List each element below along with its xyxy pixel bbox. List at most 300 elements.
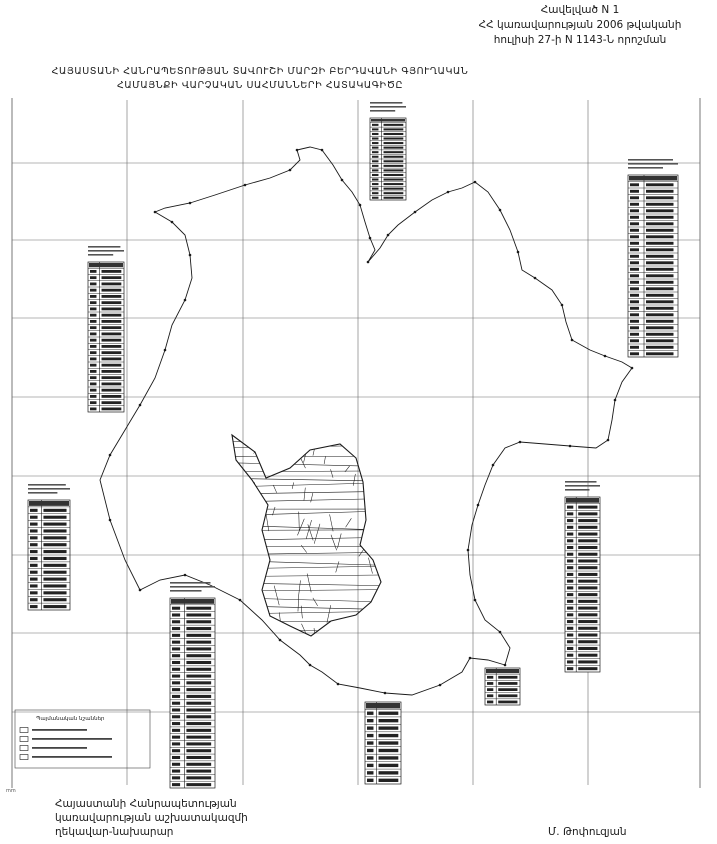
table-cell-mark bbox=[367, 712, 373, 715]
table-cell-mark bbox=[567, 526, 573, 529]
table-caption bbox=[28, 488, 70, 490]
signature-line2: կառավարության աշխատակազմի bbox=[55, 812, 248, 824]
table-cell-mark bbox=[102, 408, 122, 411]
table-cell-mark bbox=[578, 546, 597, 549]
table-cell-mark bbox=[43, 564, 66, 567]
table-cell-mark bbox=[372, 137, 378, 139]
table-cell-mark bbox=[379, 719, 399, 722]
table-cell-mark bbox=[578, 573, 597, 576]
table-cell-mark bbox=[102, 289, 122, 292]
table-cell-mark bbox=[630, 203, 639, 206]
table-cell-mark bbox=[567, 607, 573, 610]
table-cell-mark bbox=[630, 294, 639, 297]
boundary-vertex bbox=[517, 251, 520, 254]
parcel-boundary bbox=[228, 491, 385, 494]
table-cell-mark bbox=[567, 660, 573, 663]
table-cell-mark bbox=[630, 326, 639, 329]
table-cell-mark bbox=[30, 536, 38, 539]
table-caption bbox=[88, 246, 120, 248]
table-cell-mark bbox=[379, 734, 399, 737]
table-cell-mark bbox=[172, 654, 180, 657]
table-cell-mark bbox=[186, 770, 211, 773]
boundary-vertex bbox=[447, 191, 450, 194]
table-cell-mark bbox=[646, 307, 674, 310]
boundary-vertex bbox=[184, 574, 187, 577]
table-cell-mark bbox=[384, 169, 404, 171]
annex-label: Հավելված N 1 bbox=[540, 4, 620, 16]
boundary-vertex bbox=[571, 339, 574, 342]
table-cell-mark bbox=[630, 300, 639, 303]
table-caption bbox=[565, 485, 600, 487]
parcel-boundary bbox=[228, 441, 385, 442]
table-cell-mark bbox=[102, 276, 122, 279]
boundary-vertex bbox=[477, 504, 480, 507]
legend-title: Պայմանական նշաններ bbox=[36, 716, 105, 722]
table-cell-mark bbox=[43, 516, 66, 519]
table-header-mark bbox=[629, 176, 677, 181]
table-caption bbox=[628, 163, 678, 165]
parcel-boundary bbox=[304, 488, 305, 501]
coordinate-table-2 bbox=[628, 159, 678, 357]
table-cell-mark bbox=[367, 741, 373, 744]
table-cell-mark bbox=[186, 620, 211, 623]
boundary-vertex bbox=[474, 181, 477, 184]
table-cell-mark bbox=[578, 580, 597, 583]
table-cell-mark bbox=[372, 151, 378, 153]
table-cell-mark bbox=[367, 771, 373, 774]
table-cell-mark bbox=[102, 320, 122, 323]
table-cell-mark bbox=[487, 682, 493, 685]
coordinate-tables bbox=[28, 102, 678, 788]
table-cell-mark bbox=[102, 308, 122, 311]
parcel-boundary bbox=[228, 530, 385, 531]
table-cell-mark bbox=[384, 147, 404, 149]
table-cell-mark bbox=[372, 192, 378, 194]
table-cell-mark bbox=[367, 719, 373, 722]
map-title-line1: ՀԱՅԱՍՏԱՆԻ ՀԱՆՐԱՊԵՏՈՒԹՅԱՆ ՏԱՎՈՒՇԻ ՄԱՐԶԻ ԲԵՐԴԱՎԱՆԻ ԳՅՈՒՂԱԿԱՆ bbox=[51, 66, 469, 77]
boundary-vertex bbox=[614, 399, 617, 402]
table-cell-mark bbox=[90, 395, 96, 398]
table-cell-mark bbox=[186, 702, 211, 705]
table-cell-mark bbox=[172, 729, 180, 732]
table-cell-mark bbox=[630, 307, 639, 310]
parcel-boundary bbox=[331, 469, 333, 477]
boundary-vertex bbox=[631, 367, 634, 370]
parcel-boundary bbox=[266, 515, 269, 531]
table-cell-mark bbox=[367, 764, 373, 767]
boundary-vertex bbox=[469, 657, 472, 660]
table-cell-mark bbox=[384, 197, 404, 199]
table-cell-mark bbox=[367, 726, 373, 729]
table-cell-mark bbox=[384, 128, 404, 130]
parcel-boundary bbox=[228, 525, 385, 530]
table-cell-mark bbox=[567, 620, 573, 623]
parcel-boundary bbox=[228, 471, 385, 472]
table-cell-mark bbox=[630, 287, 639, 290]
table-cell-mark bbox=[372, 124, 378, 126]
table-cell-mark bbox=[172, 742, 180, 745]
parcel-boundary bbox=[254, 578, 255, 598]
boundary-vertex bbox=[184, 299, 187, 302]
boundary-vertex bbox=[359, 204, 362, 207]
table-cell-mark bbox=[367, 734, 373, 737]
table-cell-mark bbox=[630, 248, 639, 251]
table-cell-mark bbox=[186, 647, 211, 650]
table-cell-mark bbox=[646, 196, 674, 199]
table-cell-mark bbox=[578, 512, 597, 515]
table-cell-mark bbox=[384, 137, 404, 139]
table-cell-mark bbox=[43, 571, 66, 574]
table-cell-mark bbox=[630, 339, 639, 342]
parcel-boundary bbox=[253, 591, 259, 601]
parcel-boundary bbox=[267, 622, 274, 633]
parcel-boundary bbox=[228, 621, 385, 622]
table-cell-mark bbox=[172, 681, 180, 684]
table-cell-mark bbox=[172, 695, 180, 698]
table-cell-mark bbox=[379, 779, 399, 782]
table-cell-mark bbox=[102, 351, 122, 354]
table-cell-mark bbox=[372, 156, 378, 158]
table-cell-mark bbox=[90, 370, 96, 373]
parcel-boundary bbox=[228, 445, 385, 448]
table-cell-mark bbox=[384, 156, 404, 158]
parcel-boundary bbox=[298, 599, 299, 611]
table-cell-mark bbox=[384, 183, 404, 185]
table-caption bbox=[88, 254, 113, 256]
table-cell-mark bbox=[102, 370, 122, 373]
table-cell-mark bbox=[372, 165, 378, 167]
table-cell-mark bbox=[30, 529, 38, 532]
legend-item-mark bbox=[32, 738, 112, 740]
boundary-vertex bbox=[519, 441, 522, 444]
table-cell-mark bbox=[172, 661, 180, 664]
table-cell-mark bbox=[372, 133, 378, 135]
table-cell-mark bbox=[567, 546, 573, 549]
table-cell-mark bbox=[372, 160, 378, 162]
table-cell-mark bbox=[630, 261, 639, 264]
table-cell-mark bbox=[646, 235, 674, 238]
table-cell-mark bbox=[379, 764, 399, 767]
boundary-vertex bbox=[337, 683, 340, 686]
parcel-boundary bbox=[228, 463, 385, 467]
table-header-mark bbox=[89, 263, 123, 267]
table-cell-mark bbox=[646, 229, 674, 232]
table-cell-mark bbox=[172, 620, 180, 623]
table-cell-mark bbox=[630, 242, 639, 245]
table-cell-mark bbox=[578, 526, 597, 529]
table-cell-mark bbox=[102, 383, 122, 386]
table-cell-mark bbox=[90, 333, 96, 336]
table-cell-mark bbox=[630, 352, 639, 355]
table-cell-mark bbox=[630, 268, 639, 271]
boundary-vertex bbox=[109, 519, 112, 522]
parcel-boundary bbox=[241, 508, 245, 518]
table-cell-mark bbox=[186, 627, 211, 630]
table-cell-mark bbox=[630, 229, 639, 232]
table-cell-mark bbox=[30, 557, 38, 560]
boundary-vertex bbox=[289, 169, 292, 172]
table-cell-mark bbox=[43, 605, 66, 608]
table-caption bbox=[565, 481, 597, 483]
table-cell-mark bbox=[630, 255, 639, 258]
table-cell-mark bbox=[172, 776, 180, 779]
boundary-vertex bbox=[321, 149, 324, 152]
boundary-vertex bbox=[534, 277, 537, 280]
table-cell-mark bbox=[646, 352, 674, 355]
table-cell-mark bbox=[30, 543, 38, 546]
table-cell-mark bbox=[90, 383, 96, 386]
table-cell-mark bbox=[102, 326, 122, 329]
table-cell-mark bbox=[172, 613, 180, 616]
table-cell-mark bbox=[578, 620, 597, 623]
table-cell-mark bbox=[30, 509, 38, 512]
parcel-lines bbox=[228, 441, 385, 645]
table-cell-mark bbox=[30, 605, 38, 608]
table-cell-mark bbox=[372, 128, 378, 130]
table-cell-mark bbox=[379, 756, 399, 759]
table-cell-mark bbox=[90, 320, 96, 323]
boundary-vertex bbox=[384, 692, 387, 695]
table-cell-mark bbox=[646, 333, 674, 336]
table-cell-mark bbox=[578, 667, 597, 670]
parcel-boundary bbox=[253, 578, 258, 584]
boundary-vertex bbox=[239, 599, 242, 602]
table-cell-mark bbox=[567, 573, 573, 576]
table-cell-mark bbox=[567, 539, 573, 542]
boundary-vertex bbox=[189, 202, 192, 205]
table-cell-mark bbox=[372, 188, 378, 190]
table-cell-mark bbox=[90, 401, 96, 404]
table-cell-mark bbox=[372, 178, 378, 180]
legend-item-mark bbox=[32, 747, 87, 749]
parcel-boundary bbox=[368, 558, 372, 574]
table-cell-mark bbox=[186, 763, 211, 766]
legend-symbol bbox=[20, 755, 28, 760]
boundary-vertex bbox=[607, 439, 610, 442]
decree-line: ՀՀ կառավարության 2006 թվականի bbox=[478, 19, 682, 31]
table-cell-mark bbox=[186, 729, 211, 732]
table-cell-mark bbox=[384, 165, 404, 167]
table-cell-mark bbox=[567, 553, 573, 556]
table-cell-mark bbox=[567, 512, 573, 515]
table-cell-mark bbox=[646, 190, 674, 193]
table-cell-mark bbox=[102, 389, 122, 392]
table-cell-mark bbox=[90, 308, 96, 311]
table-cell-mark bbox=[90, 345, 96, 348]
parcel-boundary bbox=[353, 474, 355, 486]
boundary-vertex bbox=[309, 664, 312, 667]
boundary-vertex bbox=[504, 664, 507, 667]
corner-mark: mm bbox=[6, 788, 16, 794]
table-cell-mark bbox=[646, 287, 674, 290]
table-caption bbox=[170, 586, 215, 588]
parcel-boundary bbox=[307, 574, 311, 593]
table-cell-mark bbox=[578, 533, 597, 536]
table-cell-mark bbox=[367, 779, 373, 782]
table-caption bbox=[170, 590, 202, 592]
table-cell-mark bbox=[102, 295, 122, 298]
table-cell-mark bbox=[90, 351, 96, 354]
table-cell-mark bbox=[90, 314, 96, 317]
settlement-area bbox=[228, 435, 385, 646]
parcel-boundary bbox=[254, 447, 260, 453]
table-cell-mark bbox=[384, 133, 404, 135]
table-cell-mark bbox=[30, 523, 38, 526]
table-cell-mark bbox=[487, 694, 493, 697]
table-cell-mark bbox=[90, 339, 96, 342]
table-cell-mark bbox=[186, 736, 211, 739]
boundary-vertex bbox=[561, 304, 564, 307]
parcel-boundary bbox=[228, 583, 385, 586]
table-cell-mark bbox=[487, 688, 493, 691]
table-cell-mark bbox=[567, 586, 573, 589]
table-cell-mark bbox=[372, 183, 378, 185]
boundary-vertex bbox=[369, 237, 372, 240]
table-cell-mark bbox=[384, 192, 404, 194]
table-cell-mark bbox=[630, 313, 639, 316]
table-cell-mark bbox=[90, 301, 96, 304]
table-cell-mark bbox=[646, 320, 674, 323]
parcel-boundary bbox=[228, 630, 385, 632]
parcel-boundary bbox=[258, 565, 262, 581]
table-cell-mark bbox=[630, 333, 639, 336]
parcel-boundary bbox=[228, 611, 385, 614]
table-cell-mark bbox=[379, 771, 399, 774]
table-cell-mark bbox=[384, 142, 404, 144]
table-caption bbox=[628, 159, 673, 161]
table-cell-mark bbox=[646, 339, 674, 342]
table-cell-mark bbox=[384, 160, 404, 162]
table-cell-mark bbox=[567, 600, 573, 603]
table-cell-mark bbox=[90, 408, 96, 411]
table-cell-mark bbox=[630, 190, 639, 193]
table-cell-mark bbox=[172, 634, 180, 637]
parcel-boundary bbox=[228, 561, 385, 566]
legend-symbol bbox=[20, 728, 28, 733]
table-cell-mark bbox=[487, 701, 493, 704]
table-cell-mark bbox=[578, 506, 597, 509]
parcel-boundary bbox=[314, 524, 320, 544]
table-cell-mark bbox=[630, 183, 639, 186]
table-cell-mark bbox=[567, 627, 573, 630]
table-cell-mark bbox=[186, 654, 211, 657]
parcel-boundary bbox=[313, 598, 318, 606]
table-cell-mark bbox=[379, 726, 399, 729]
table-caption bbox=[370, 106, 406, 108]
parcel-boundary bbox=[261, 540, 264, 546]
parcel-boundary bbox=[228, 575, 385, 577]
table-cell-mark bbox=[567, 559, 573, 562]
table-cell-mark bbox=[646, 281, 674, 284]
table-cell-mark bbox=[172, 627, 180, 630]
parcel-boundary bbox=[362, 620, 364, 639]
parcel-boundary bbox=[279, 612, 280, 624]
table-cell-mark bbox=[172, 675, 180, 678]
table-cell-mark bbox=[379, 741, 399, 744]
table-cell-mark bbox=[172, 607, 180, 610]
table-cell-mark bbox=[43, 536, 66, 539]
boundary-vertex bbox=[439, 684, 442, 687]
table-caption bbox=[28, 492, 57, 494]
table-cell-mark bbox=[646, 294, 674, 297]
parcel-boundary bbox=[228, 499, 385, 502]
table-cell-mark bbox=[372, 142, 378, 144]
coordinate-table-5 bbox=[565, 481, 600, 672]
table-cell-mark bbox=[578, 647, 597, 650]
table-cell-mark bbox=[646, 268, 674, 271]
table-header-mark bbox=[171, 599, 214, 604]
signature-line1: Հայաստանի Հանրապետության bbox=[55, 798, 237, 810]
table-cell-mark bbox=[186, 688, 211, 691]
table-cell-mark bbox=[172, 641, 180, 644]
parcel-boundary bbox=[239, 469, 242, 485]
table-cell-mark bbox=[186, 668, 211, 671]
table-cell-mark bbox=[186, 749, 211, 752]
table-cell-mark bbox=[646, 183, 674, 186]
table-cell-mark bbox=[578, 586, 597, 589]
table-cell-mark bbox=[186, 607, 211, 610]
boundary-vertex bbox=[474, 599, 477, 602]
table-cell-mark bbox=[102, 301, 122, 304]
table-cell-mark bbox=[372, 174, 378, 176]
parcel-boundary bbox=[274, 586, 279, 606]
table-cell-mark bbox=[172, 770, 180, 773]
boundary-vertex bbox=[189, 254, 192, 257]
table-cell-mark bbox=[578, 607, 597, 610]
table-cell-mark bbox=[43, 523, 66, 526]
decree-date: հուլիսի 27-ի N 1143-Ն որոշման bbox=[493, 34, 667, 46]
table-cell-mark bbox=[578, 634, 597, 637]
table-cell-mark bbox=[186, 783, 211, 786]
table-header-mark bbox=[29, 501, 69, 506]
table-cell-mark bbox=[567, 519, 573, 522]
table-cell-mark bbox=[90, 289, 96, 292]
boundary-vertex bbox=[139, 404, 142, 407]
table-cell-mark bbox=[102, 364, 122, 367]
parcel-boundary bbox=[273, 485, 276, 493]
table-cell-mark bbox=[30, 578, 38, 581]
table-cell-mark bbox=[102, 314, 122, 317]
table-cell-mark bbox=[43, 550, 66, 553]
table-cell-mark bbox=[43, 584, 66, 587]
table-cell-mark bbox=[102, 345, 122, 348]
table-caption bbox=[628, 167, 663, 169]
table-cell-mark bbox=[43, 598, 66, 601]
table-cell-mark bbox=[567, 667, 573, 670]
table-cell-mark bbox=[578, 613, 597, 616]
table-cell-mark bbox=[630, 346, 639, 349]
table-cell-mark bbox=[186, 675, 211, 678]
table-cell-mark bbox=[578, 553, 597, 556]
table-cell-mark bbox=[172, 668, 180, 671]
table-cell-mark bbox=[498, 694, 517, 697]
table-caption bbox=[170, 582, 211, 584]
parcel-boundary bbox=[228, 566, 385, 569]
table-cell-mark bbox=[43, 557, 66, 560]
boundary-vertex bbox=[171, 221, 174, 224]
table-cell-mark bbox=[367, 749, 373, 752]
table-cell-mark bbox=[172, 715, 180, 718]
table-cell-mark bbox=[630, 196, 639, 199]
table-cell-mark bbox=[646, 216, 674, 219]
legend-symbol bbox=[20, 746, 28, 751]
boundary-vertex bbox=[341, 179, 344, 182]
table-cell-mark bbox=[186, 708, 211, 711]
table-cell-mark bbox=[646, 242, 674, 245]
table-cell-mark bbox=[372, 197, 378, 199]
table-cell-mark bbox=[646, 261, 674, 264]
table-cell-mark bbox=[384, 151, 404, 153]
